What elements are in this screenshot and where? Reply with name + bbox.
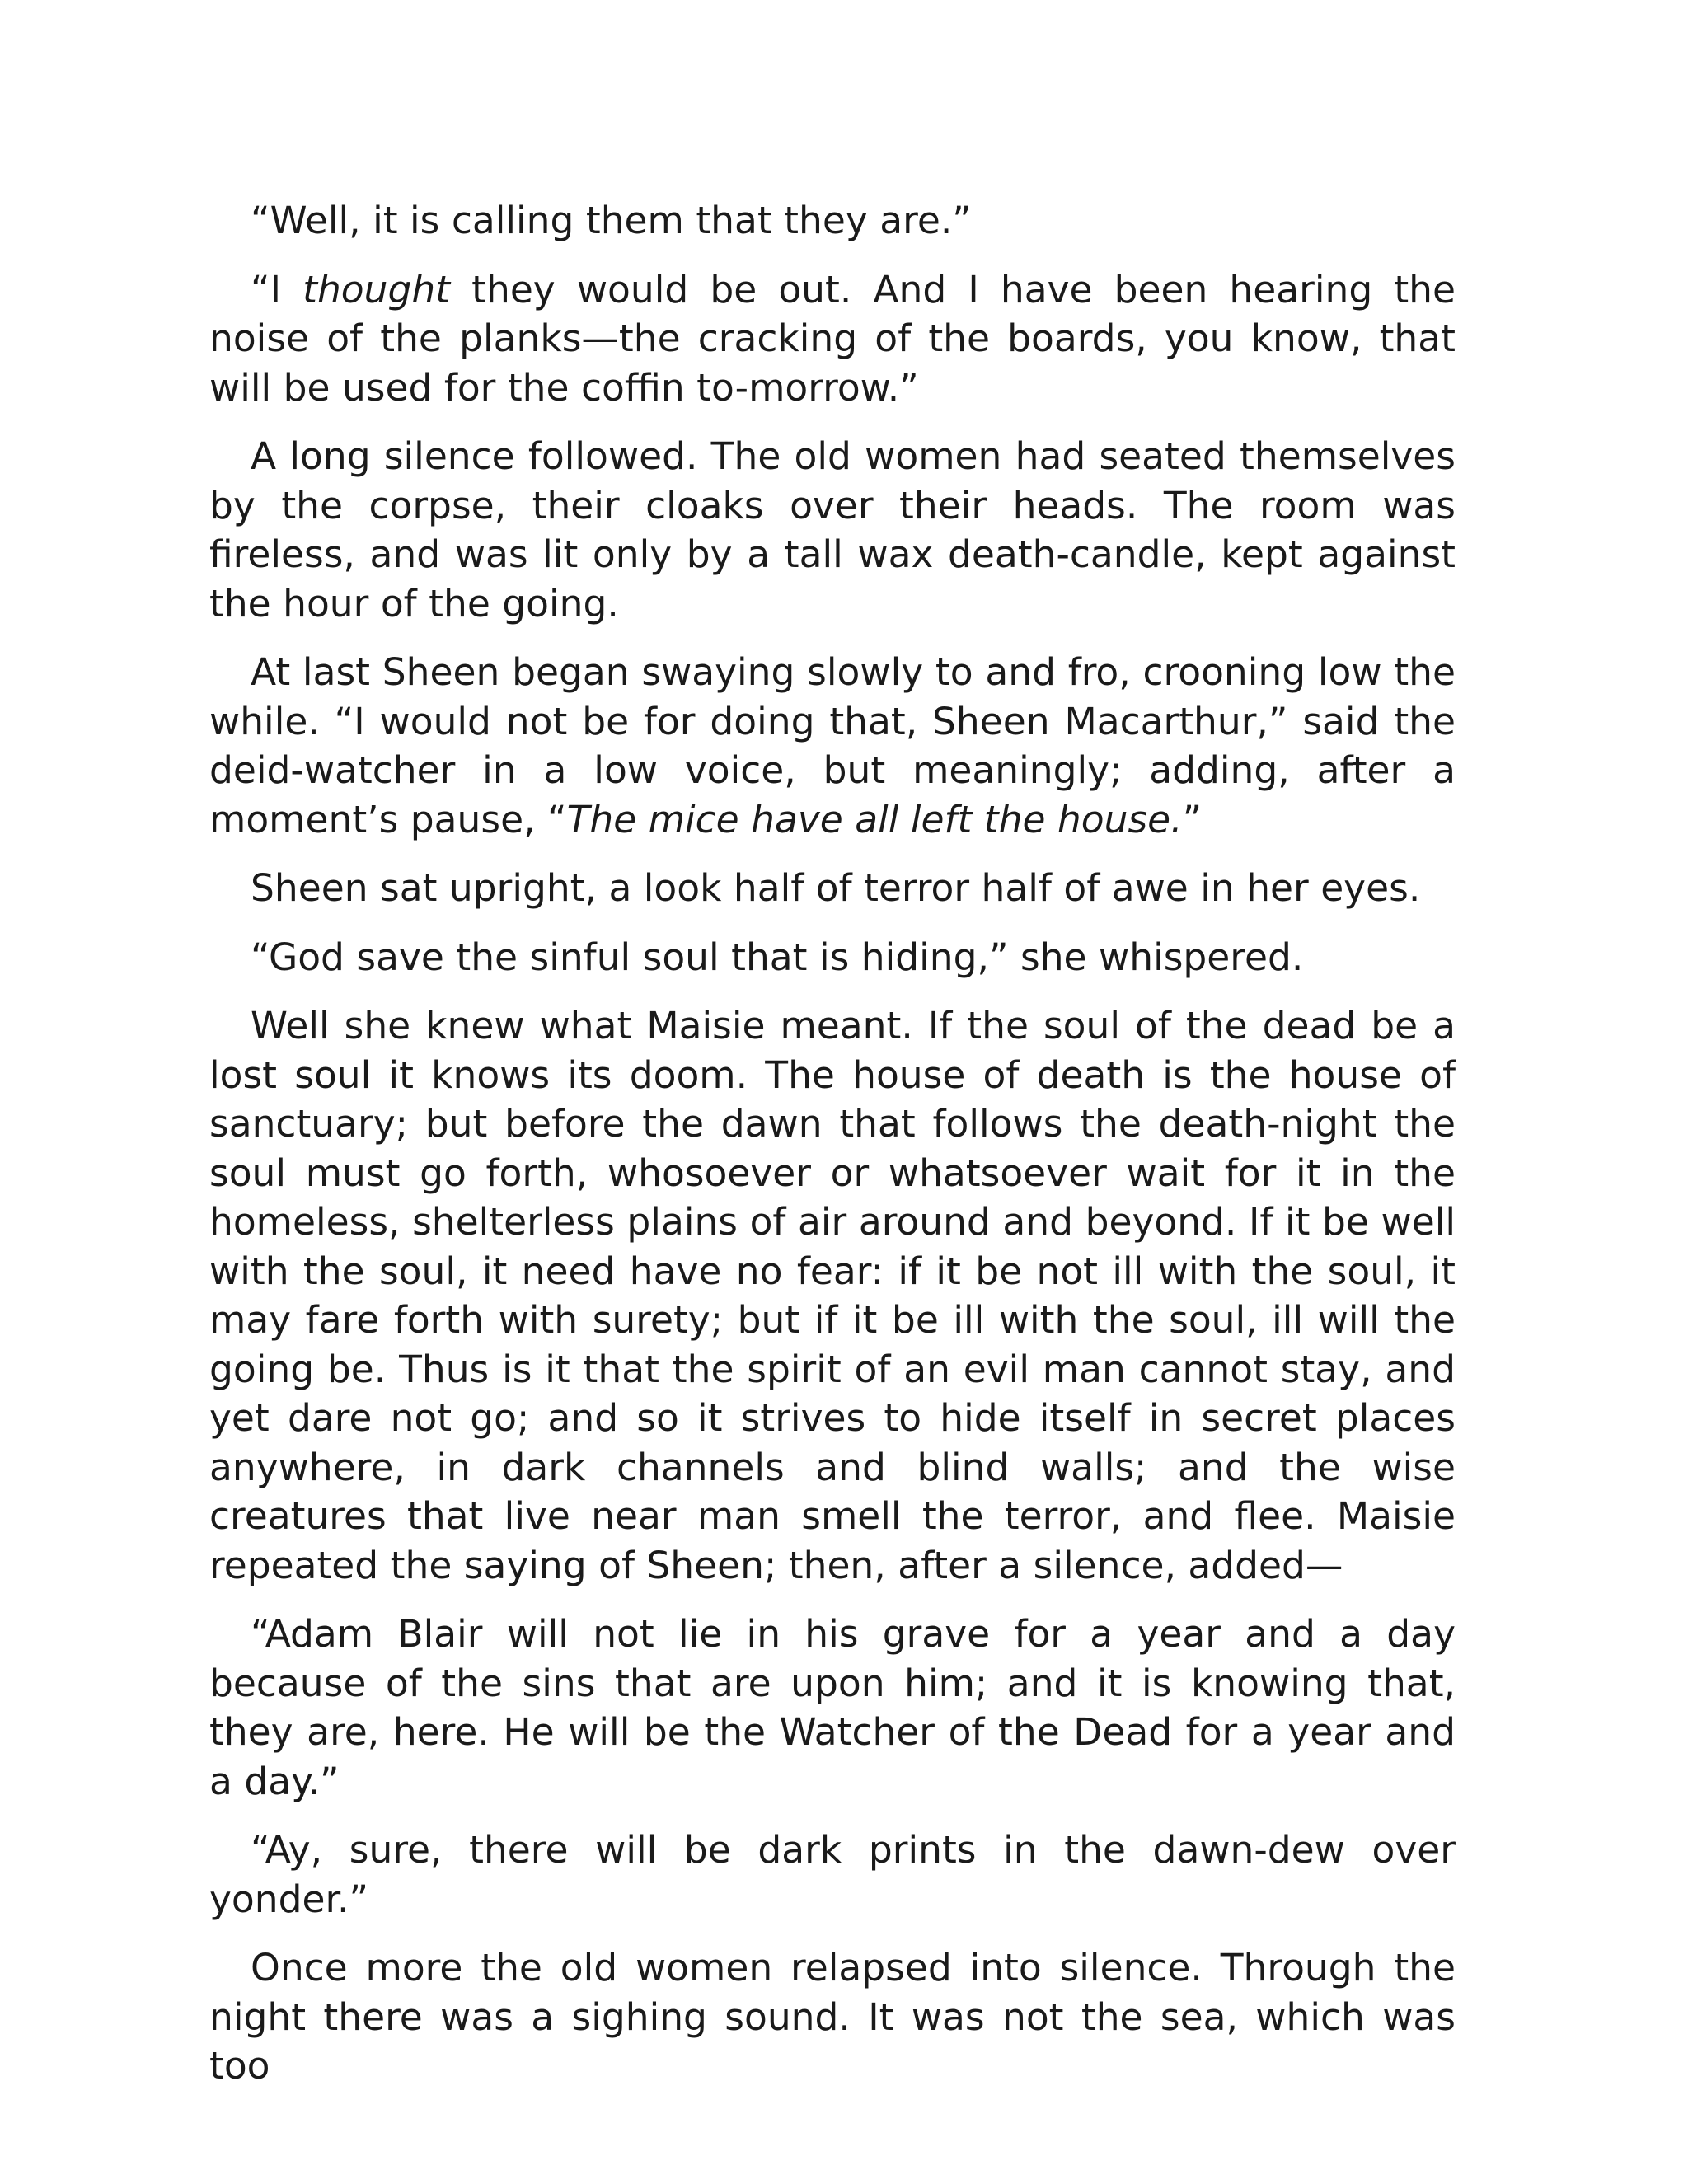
italic-run: thought: [302, 267, 451, 312]
paragraph: [209, 864, 1456, 913]
text-run: At last Sheen began swaying slowly to and fro, crooning low the while. “I would not be for doing that, Sheen Macarthur,” said the deid-watcher in a low voice, but meaningly; adding, after a moment’s pause, “: [209, 650, 1456, 841]
text-run: “Adam Blair will not lie in his grave for a year and a day because of the sins that are upon him; and it is knowing that, they are, here. He will be the Watcher of the Dead for a year and a day.”: [209, 1612, 1456, 1803]
paragraph: [209, 432, 1456, 628]
text-run: Well she knew what Maisie meant. If the soul of the dead be a lost soul it knows its doom. The house of death is the house of sanctuary; but before the dawn that follows the death-night the soul must go forth, whosoever or whatsoever wait for it in the homeless, shelterless plains of air around and beyond. If it be well with the soul, it need have no fear: if it be not ill with the soul, it may fare forth with surety; but if it be ill with the soul, ill will the going be. Thus is it that the spirit of an evil man cannot stay, and yet dare not go; and so it strives to hide itself in secret places anywhere, in dark channels and blind walls; and the wise creatures that live near man smell the terror, and flee. Maisie repeated the saying of Sheen; then, after a silence, added—: [209, 1004, 1456, 1587]
text-run: “I: [251, 267, 303, 312]
paragraph: [209, 265, 1456, 413]
text-run: “Ay, sure, there will be dark prints in the dawn-dew over yonder.”: [209, 1828, 1456, 1921]
text-run: ”: [1182, 797, 1203, 841]
text-run: A long silence followed. The old women had seated themselves by the corpse, their cloaks over their heads. The room was fireless, and was lit only by a tall wax death-candle, kept against the hour of the going.: [209, 434, 1456, 626]
text-run: Once more the old women relapsed into silence. Through the night there was a sighing sound. It was not the sea, which was too: [209, 1946, 1456, 2088]
paragraph: [209, 1825, 1456, 1924]
paragraph: [209, 1943, 1456, 2091]
text-run: they would be out. And I have been hearing the noise of the planks—the cracking of the boards, you know, that will be used for the coffin to-morrow.”: [209, 267, 1456, 410]
italic-run: The mice have all left the house.: [566, 797, 1183, 841]
text-run: Sheen sat upright, a look half of terror half of awe in her eyes.: [251, 866, 1421, 910]
text-run: “Well, it is calling them that they are.”: [251, 199, 972, 242]
page-body: [209, 196, 1456, 2111]
text-run: “God save the sinful soul that is hiding,” she whispered.: [251, 935, 1304, 979]
paragraph: [209, 1001, 1456, 1590]
paragraph: [209, 648, 1456, 844]
paragraph: [209, 1610, 1456, 1806]
paragraph: [209, 196, 1456, 246]
paragraph: [209, 933, 1456, 982]
